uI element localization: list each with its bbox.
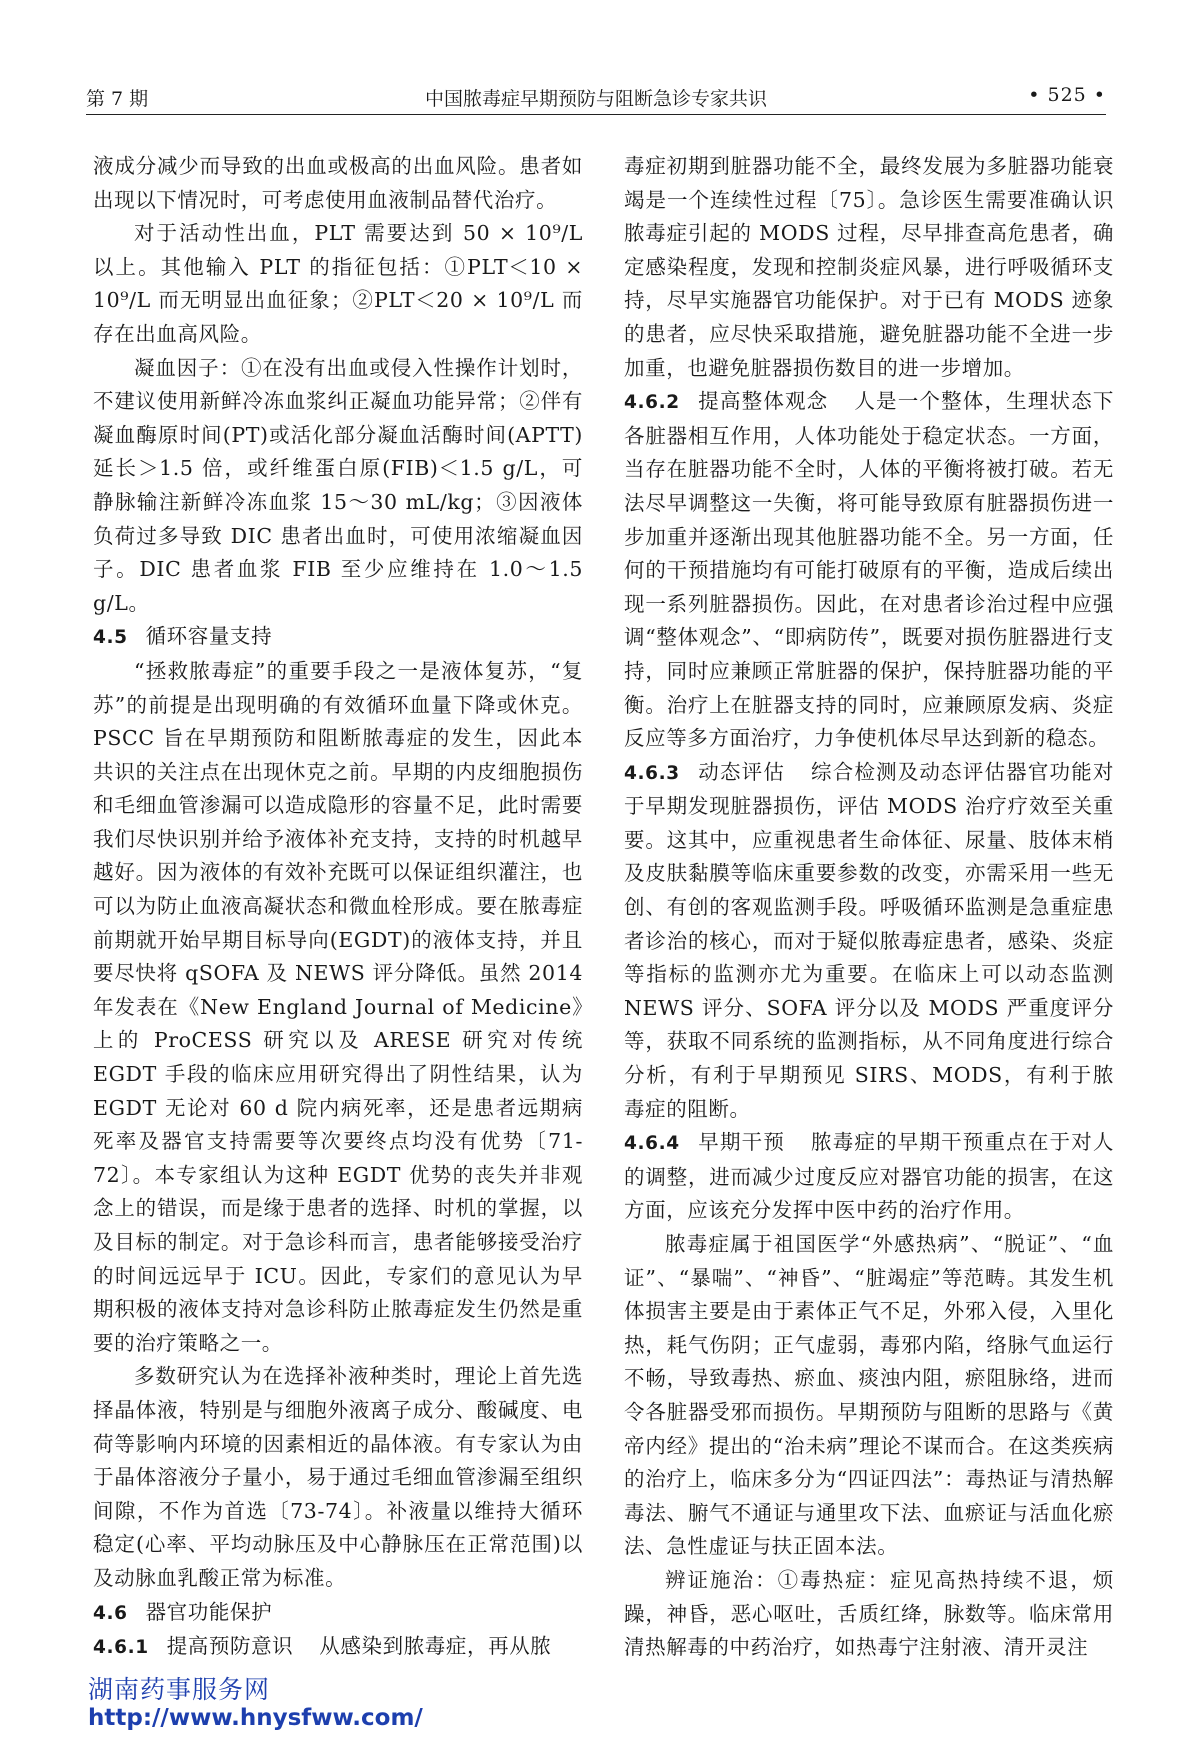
- paragraph: 脓毒症属于祖国医学“外感热病”、“脱证”、“血证”、“暴喘”、“神昏”、“脏竭症”等范畴。其发生机体损害主要是由于素体正气不足，外邪入侵，入里化热，耗气伤阴；正气虚弱，毒邪内陷，络脉气血运行不畅，导致毒热、瘀血、痰浊内阻，瘀阻脉络，进而令各脏器受邪而损伤。早期预防与阻断的思路与《黄帝内经》提出的“治未病”理论不谋而合。在这类疾病的治疗上，临床多分为“四证四法”：毒热证与清热解毒法、腑气不通证与通里攻下法、血瘀证与活血化瘀法、急性虚证与扶正固本法。: [624, 1232, 1114, 1559]
- paragraph: 液成分减少而导致的出血或极高的出血风险。患者如出现以下情况时，可考虑使用血液制品替代治疗。: [93, 154, 583, 212]
- section-number: 4.6: [93, 1602, 128, 1624]
- section-title: 早期干预: [697, 1130, 786, 1155]
- right-column: [624, 150, 1114, 1665]
- section-text: 综合检测及动态评估器官功能对于早期发现脏器损伤，评估 MODS 治疗疗效至关重要。这其中，应重视患者生命体征、尿量、肢体末梢及皮肤黏膜等临床重要参数的改变，亦需采用一些无创、有创的客观监测手段。呼吸循环监测是急重症患者诊治的核心，而对于疑似脓毒症患者，感染、炎症等指标的监测亦尤为重要。在临床上可以动态监测 NEWS 评分、SOFA 评分以及 MODS 严重度评分等，获取不同系统的监测指标，从不同角度进行综合分析，有利于早期预见 SIRS、MODS，有利于脓毒症的阻断。: [624, 759, 1114, 1121]
- section-heading-4-6: [93, 1596, 583, 1631]
- watermark-url[interactable]: http://www.hnysfww.com/: [88, 1705, 423, 1731]
- section-number: 4.6.1: [93, 1637, 149, 1659]
- section-4-6-2: [624, 385, 1114, 756]
- section-text: 人是一个整体，生理状态下各脏器相互作用，人体功能处于稳定状态。一方面，当存在脏器功能不全时，人体的平衡将被打破。若无法尽早调整这一失衡，将可能导致原有脏器损伤进一步加重并逐渐出现其他脏器功能不全。另一方面，任何的干预措施均有可能打破原有的平衡，造成后续出现一系列脏器损伤。因此，在对患者诊治过程中应强调“整体观念”、“即病防传”，既要对损伤脏器进行支持，同时应兼顾正常脏器的保护，保持脏器功能的平衡。治疗上在脏器支持的同时，应兼顾原发病、炎症反应等多方面治疗，力争使机体尽早达到新的稳态。: [624, 389, 1114, 751]
- page-number: • 525 •: [1028, 84, 1106, 106]
- issue-number: 第 7 期: [86, 88, 149, 110]
- section-title: 循环容量支持: [145, 624, 273, 649]
- journal-article-title: 中国脓毒症早期预防与阻断急诊专家共识: [424, 88, 767, 110]
- paragraph: 对于活动性出血，PLT 需要达到 50 × 10⁹/L 以上。其他输入 PLT 的指征包括：①PLT＜10 × 10⁹/L 而无明显出血征象；②PLT＜20 × 10⁹/L 而存在出血高风险。: [93, 221, 583, 346]
- paragraph: 凝血因子：①在没有出血或侵入性操作计划时，不建议使用新鲜冷冻血浆纠正凝血功能异常；②伴有凝血酶原时间(PT)或活化部分凝血活酶时间(APTT)延长＞1.5 倍，或纤维蛋白原(FIB)＜1.5 g/L，可静脉输注新鲜冷冻血浆 15～30 mL/kg；③因液体负荷过多导致 DIC 患者出血时，可使用浓缩凝血因子。DIC 患者血浆 FIB 至少应维持在 1.0～1.5 g/L。: [93, 355, 583, 615]
- section-number: 4.6.2: [624, 392, 680, 414]
- paragraph: “拯救脓毒症”的重要手段之一是液体复苏，“复苏”的前提是出现明确的有效循环血量下降或休克。PSCC 旨在早期预防和阻断脓毒症的发生，因此本共识的关注点在出现休克之前。早期的内皮细胞损伤和毛细血管渗漏可以造成隐形的容量不足，此时需要我们尽快识别并给予液体补充支持，支持的时机越早越好。因为液体的有效补充既可以保证组织灌注，也可以为防止血液高凝状态和微血栓形成。要在脓毒症前期就开始早期目标导向(EGDT)的液体支持，并且要尽快将 qSOFA 及 NEWS 评分降低。虽然 2014 年发表在《New England Journal of Medicine》上的 ProCESS 研究以及 ARESE 研究对传统 EGDT 手段的临床应用研究得出了阴性结果，认为 EGDT 无论对 60 d 院内病死率，还是患者远期病死率及器官支持需要等次要终点均没有优势〔71-72〕。本专家组认为这种 EGDT 优势的丧失并非观念上的错误，而是缘于患者的选择、时机的掌握，以及目标的制定。对于急诊科而言，患者能够接受治疗的时间远远早于 ICU。因此，专家们的意见认为早期积极的液体支持对急诊科防止脓毒症发生仍然是重要的治疗策略之一。: [93, 658, 583, 1355]
- watermark-site-name: 湖南药事服务网: [88, 1675, 271, 1704]
- section-4-6-4: [624, 1126, 1114, 1228]
- section-title: 动态评估: [697, 759, 786, 784]
- section-heading-4-6-1: [93, 1630, 583, 1665]
- section-heading-4-5: [93, 620, 583, 655]
- section-title: 器官功能保护: [145, 1599, 273, 1624]
- section-number: 4.6.3: [624, 762, 680, 784]
- section-title: 提高预防意识: [166, 1634, 294, 1659]
- header-rule: [86, 114, 1106, 115]
- section-title: 提高整体观念: [697, 389, 829, 414]
- running-header: [86, 78, 1106, 114]
- section-text: 从感染到脓毒症，再从脓: [319, 1634, 552, 1659]
- paragraph: 辨证施治：①毒热症：症见高热持续不退，烦躁，神昏，恶心呕吐，舌质红绛，脉数等。临床常用清热解毒的中药治疗，如热毒宁注射液、清开灵注: [624, 1567, 1114, 1660]
- paragraph: 毒症初期到脏器功能不全，最终发展为多脏器功能衰竭是一个连续性过程〔75〕。急诊医生需要准确认识脓毒症引起的 MODS 过程，尽早排查高危患者，确定感染程度，发现和控制炎症风暴，进行呼吸循环支持，尽早实施器官功能保护。对于已有 MODS 迹象的患者，应尽快采取措施，避免脏器功能不全进一步加重，也避免脏器损伤数目的进一步增加。: [624, 154, 1114, 380]
- paragraph: 多数研究认为在选择补液种类时，理论上首先选择晶体液，特别是与细胞外液离子成分、酸碱度、电荷等影响内环境的因素相近的晶体液。有专家认为由于晶体溶液分子量小，易于通过毛细血管渗漏至组织间隙，不作为首选〔73-74〕。补液量以维持大循环稳定(心率、平均动脉压及中心静脉压在正常范围)以及动脉血乳酸正常为标准。: [93, 1364, 583, 1590]
- section-number: 4.5: [93, 627, 128, 649]
- left-column: [93, 150, 583, 1665]
- section-text: 脓毒症的早期干预重点在于对人的调整，进而减少过度反应对器官功能的损害，在这方面，应该充分发挥中医中药的治疗作用。: [624, 1130, 1114, 1223]
- section-4-6-3: [624, 756, 1114, 1127]
- section-number: 4.6.4: [624, 1133, 680, 1155]
